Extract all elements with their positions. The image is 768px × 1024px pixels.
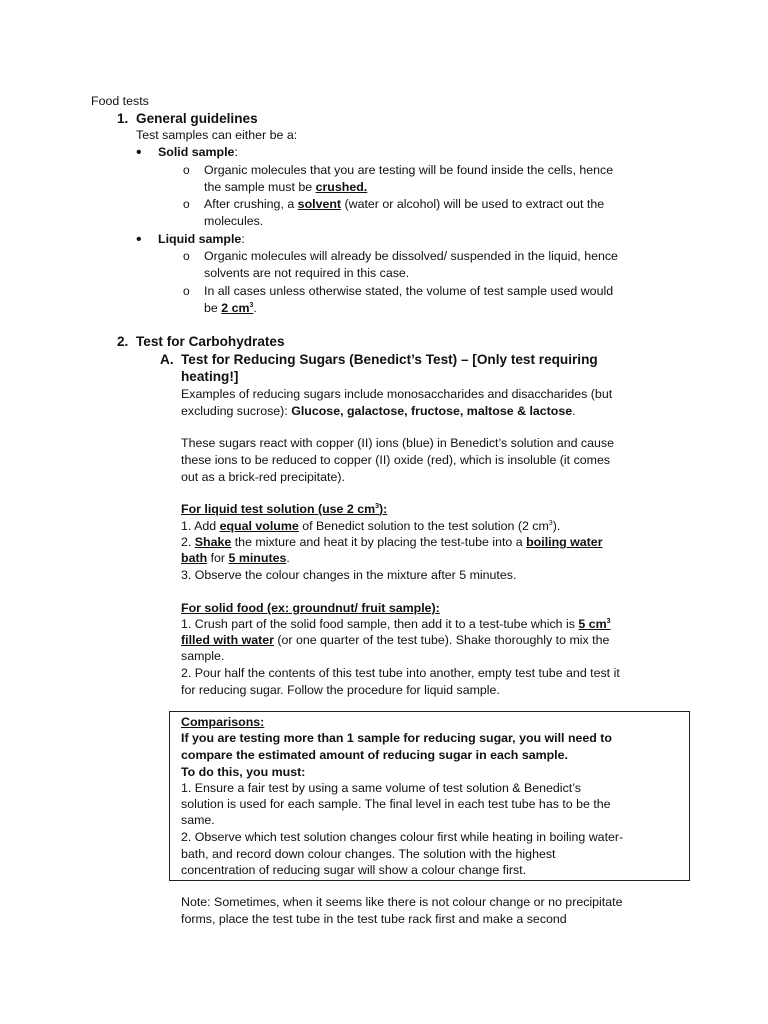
- document-title: Food tests: [91, 94, 149, 108]
- liquid-procedure-heading: For liquid test solution (use 2 $cm^3$):: [181, 502, 388, 516]
- solid-point-2-line-2: molecules.: [204, 214, 264, 228]
- subsection-a-heading-line-1: Test for Reducing Sugars (Benedict’s Test) – [Only test requiring: [181, 352, 598, 367]
- section-2-number: 2.: [117, 334, 129, 349]
- reaction-line-3: out as a brick-red precipitate).: [181, 470, 345, 484]
- liquid-step-2-line-2: bath for 5 minutes.: [181, 551, 290, 565]
- comparisons-title: Comparisons:: [181, 715, 265, 729]
- circle-bullet-icon: o: [183, 197, 190, 211]
- solid-step-1-line-2: filled with water (or one quarter of the test tube). Shake thoroughly to mix the: [181, 633, 610, 647]
- liquid-sample-label: Liquid sample:: [158, 232, 245, 246]
- solid-step-1-line-3: sample.: [181, 649, 225, 663]
- liquid-point-2-line-2: be 2 $cm^3$.: [204, 301, 257, 315]
- section-1-number: 1.: [117, 111, 129, 126]
- circle-bullet-icon: o: [183, 163, 190, 177]
- solid-sample-label: Solid sample:: [158, 145, 238, 159]
- section-2-heading: Test for Carbohydrates: [136, 334, 285, 349]
- liquid-step-3: 3. Observe the colour changes in the mixture after 5 minutes.: [181, 568, 517, 582]
- note-line-1: Note: Sometimes, when it seems like there is not colour change or no precipitate: [181, 895, 623, 909]
- solid-point-2-line-1: After crushing, a solvent (water or alcohol) will be used to extract out the: [204, 197, 605, 211]
- comparisons-bold-line-3: To do this, you must:: [181, 765, 306, 779]
- solid-step-2-line-1: 2. Pour half the contents of this test tube into another, empty test tube and test it: [181, 666, 620, 680]
- solid-point-1-line-1: Organic molecules that you are testing will be found inside the cells, hence: [204, 163, 614, 177]
- subsection-a-letter: A.: [160, 352, 174, 367]
- comparisons-step-1-line-3: same.: [181, 813, 215, 827]
- comparisons-step-2-line-1: 2. Observe which test solution changes colour first while heating in boiling water-: [181, 830, 624, 844]
- examples-line-1: Examples of reducing sugars include monosaccharides and disaccharides (but: [181, 387, 613, 401]
- reaction-line-2: these ions to be reduced to copper (II) oxide (red), which is insoluble (it comes: [181, 453, 611, 467]
- comparisons-step-2-line-2: bath, and record down colour changes. The solution with the highest: [181, 847, 556, 861]
- bullet-icon: •: [136, 231, 142, 248]
- solid-step-1-line-1: 1. Crush part of the solid food sample, then add it to a test-tube which is 5 $cm^3$: [181, 617, 611, 631]
- liquid-step-2-line-1: 2. Shake the mixture and heat it by placing the test-tube into a boiling water: [181, 535, 603, 549]
- comparisons-bold-line-1: If you are testing more than 1 sample for reducing sugar, you will need to: [181, 731, 613, 745]
- section-1-heading: General guidelines: [136, 111, 258, 126]
- circle-bullet-icon: o: [183, 249, 190, 263]
- circle-bullet-icon: o: [183, 284, 190, 298]
- bullet-icon: •: [136, 144, 142, 161]
- comparisons-step-1-line-1: 1. Ensure a fair test by using a same volume of test solution & Benedict’s: [181, 781, 581, 795]
- liquid-point-1-line-2: solvents are not required in this case.: [204, 266, 410, 280]
- examples-line-2: excluding sucrose): Glucose, galactose, fructose, maltose & lactose.: [181, 404, 576, 418]
- solid-point-1-line-2: the sample must be crushed.: [204, 180, 368, 194]
- solid-procedure-heading: For solid food (ex: groundnut/ fruit sample):: [181, 601, 440, 615]
- liquid-point-2-line-1: In all cases unless otherwise stated, the volume of test sample used would: [204, 284, 614, 298]
- subsection-a-heading-line-2: heating!]: [181, 369, 239, 384]
- comparisons-bold-line-2: compare the estimated amount of reducing sugar in each sample.: [181, 748, 568, 762]
- reaction-line-1: These sugars react with copper (II) ions (blue) in Benedict’s solution and cause: [181, 436, 614, 450]
- comparisons-step-2-line-3: concentration of reducing sugar will show a colour change first.: [181, 863, 527, 877]
- comparisons-step-1-line-2: solution is used for each sample. The final level in each test tube has to be the: [181, 797, 611, 811]
- liquid-step-1: 1. Add equal volume of Benedict solution to the test solution (2 $cm^3$).: [181, 519, 561, 533]
- note-line-2: forms, place the test tube in the test tube rack first and make a second: [181, 912, 567, 926]
- solid-step-2-line-2: for reducing sugar. Follow the procedure for liquid sample.: [181, 683, 500, 697]
- section-1-intro: Test samples can either be a:: [136, 128, 298, 142]
- liquid-point-1-line-1: Organic molecules will already be dissolved/ suspended in the liquid, hence: [204, 249, 618, 263]
